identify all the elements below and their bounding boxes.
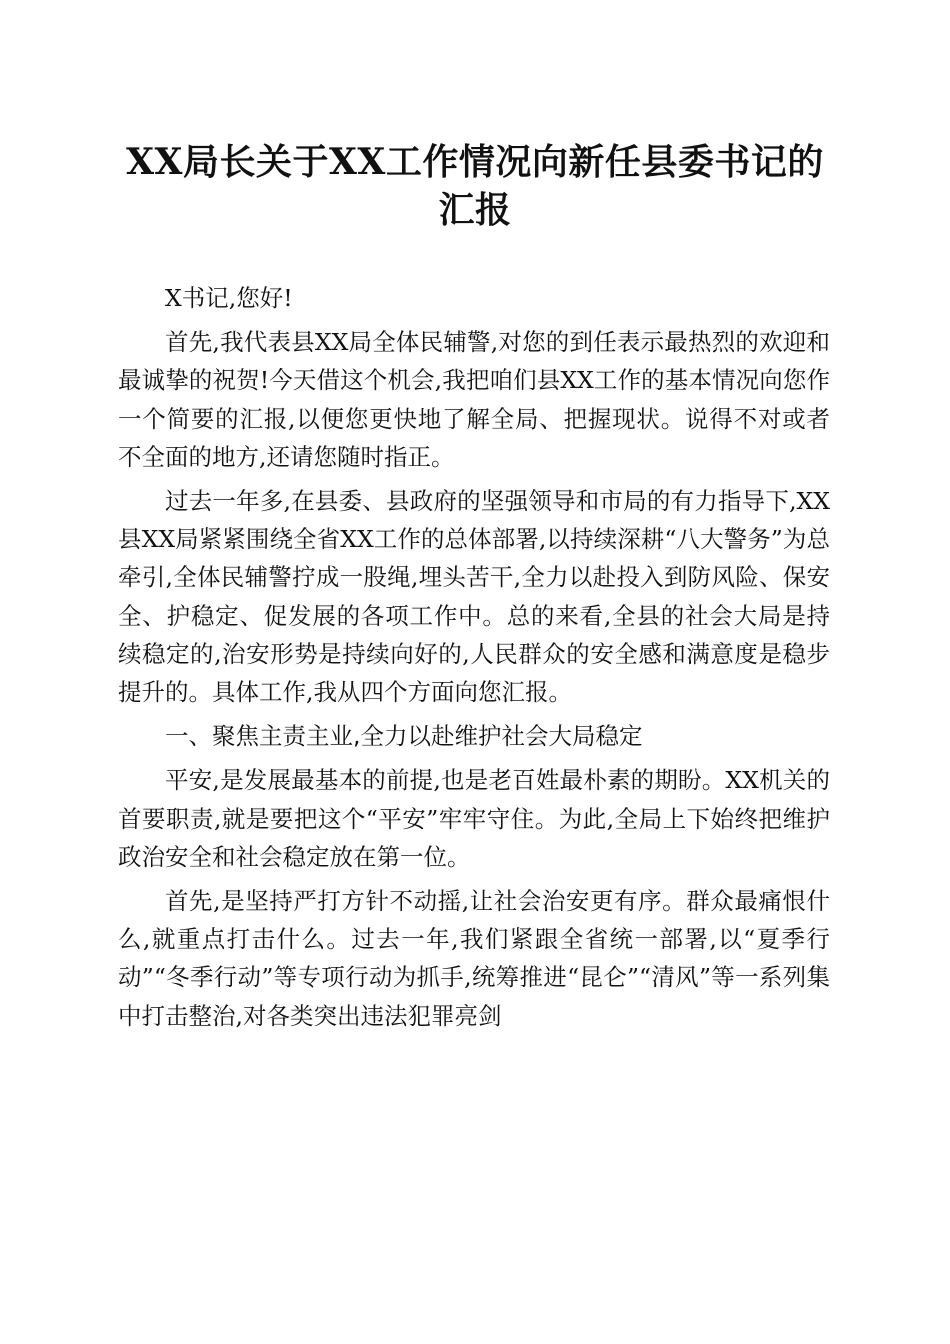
section-heading-1: 一、聚焦主责主业,全力以赴维护社会大局稳定 — [165, 722, 643, 751]
title-line-2: 汇报 — [438, 189, 512, 231]
document-title — [110, 138, 840, 234]
document-body — [118, 279, 830, 1035]
paragraph-overview: 过去一年多,在县委、县政府的坚强领导和市局的有力指导下,XX县XX局紧紧围绕全省XX工作的总体部署,以持续深耕“八大警务”为总牵引,全体民辅警拧成一股绳,埋头苦干,全力以赴投入到防风险、保安全、护稳定、促发展的各项工作中。总的来看,全县的社会大局是持续稳定的,治安形势是持续向好的,人民群众的安全感和满意度是稳步提升的。具体工作,我从四个方面向您汇报。 — [118, 487, 830, 707]
paragraph-section1-a: 平安,是发展最基本的前提,也是老百姓最朴素的期盼。XX机关的首要职责,就是要把这个“平安”牢牢守住。为此,全局上下始终把维护政治安全和社会稳定放在第一位。 — [118, 766, 830, 871]
title-line-1: XX局长关于XX工作情况向新任县委书记的 — [126, 141, 824, 183]
paragraph-section1-b: 首先,是坚持严打方针不动摇,让社会治安更有序。群众最痛恨什么,就重点打击什么。过去一年,我们紧跟全省统一部署,以“夏季行动”“冬季行动”等专项行动为抓手,统筹推进“昆仑”“清风”等一系列集中打击整治,对各类突出违法犯罪亮剑 — [118, 887, 830, 1030]
greeting: X书记,您好! — [165, 284, 293, 312]
paragraph-intro: 首先,我代表县XX局全体民辅警,对您的到任表示最热烈的欢迎和最诚挚的祝贺!今天借这个机会,我把咱们县XX工作的基本情况向您作一个简要的汇报,以便您更快地了解全局、把握现状。说得不对或者不全面的地方,还请您随时指正。 — [118, 328, 830, 471]
